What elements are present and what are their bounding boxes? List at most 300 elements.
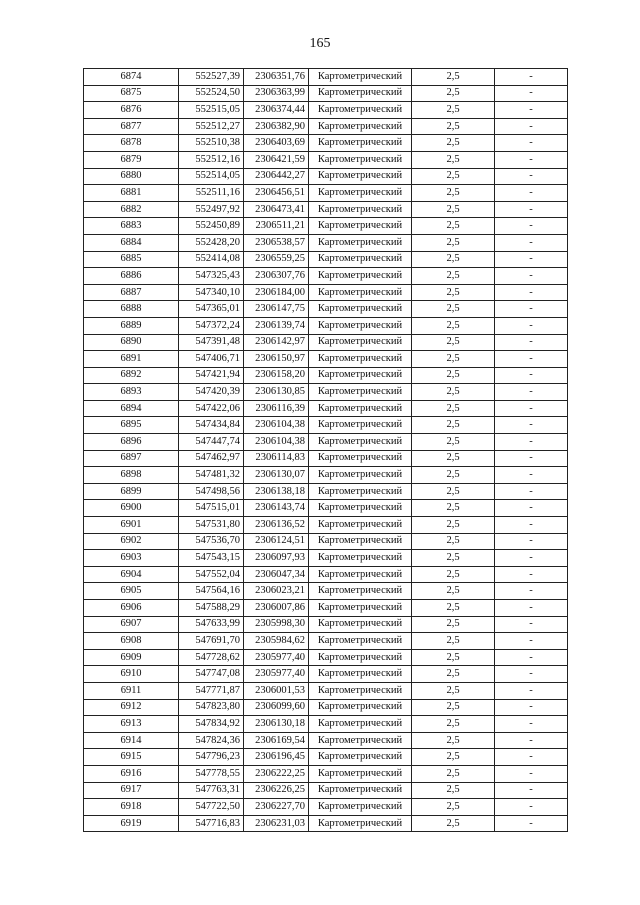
description-cell: - [495, 550, 568, 567]
x-coordinate-cell: 552414,08 [179, 251, 244, 268]
method-cell: Картометрический [309, 135, 412, 152]
y-coordinate-cell: 2306124,51 [244, 533, 309, 550]
table-row [84, 616, 568, 633]
x-coordinate-cell: 547543,15 [179, 550, 244, 567]
y-coordinate-cell: 2305998,30 [244, 616, 309, 633]
table-row [84, 151, 568, 168]
precision-cell: 2,5 [412, 168, 495, 185]
point-number-cell: 6919 [84, 815, 179, 832]
precision-cell: 2,5 [412, 517, 495, 534]
x-coordinate-cell: 547824,36 [179, 732, 244, 749]
method-cell: Картометрический [309, 483, 412, 500]
point-number-cell: 6910 [84, 666, 179, 683]
table-row [84, 583, 568, 600]
description-cell: - [495, 301, 568, 318]
y-coordinate-cell: 2306114,83 [244, 450, 309, 467]
precision-cell: 2,5 [412, 301, 495, 318]
precision-cell: 2,5 [412, 467, 495, 484]
y-coordinate-cell: 2306130,07 [244, 467, 309, 484]
point-number-cell: 6917 [84, 782, 179, 799]
table-row [84, 102, 568, 119]
point-number-cell: 6916 [84, 765, 179, 782]
table-row [84, 732, 568, 749]
description-cell: - [495, 600, 568, 617]
x-coordinate-cell: 552512,16 [179, 151, 244, 168]
description-cell: - [495, 666, 568, 683]
description-cell: - [495, 583, 568, 600]
description-cell: - [495, 483, 568, 500]
table-row [84, 85, 568, 102]
x-coordinate-cell: 547462,97 [179, 450, 244, 467]
method-cell: Картометрический [309, 85, 412, 102]
method-cell: Картометрический [309, 367, 412, 384]
point-number-cell: 6914 [84, 732, 179, 749]
precision-cell: 2,5 [412, 500, 495, 517]
table-row [84, 434, 568, 451]
description-cell: - [495, 234, 568, 251]
precision-cell: 2,5 [412, 284, 495, 301]
x-coordinate-cell: 547481,32 [179, 467, 244, 484]
y-coordinate-cell: 2306307,76 [244, 268, 309, 285]
precision-cell: 2,5 [412, 384, 495, 401]
table-row [84, 682, 568, 699]
method-cell: Картометрический [309, 815, 412, 832]
point-number-cell: 6905 [84, 583, 179, 600]
point-number-cell: 6900 [84, 500, 179, 517]
y-coordinate-cell: 2306130,85 [244, 384, 309, 401]
y-coordinate-cell: 2306456,51 [244, 185, 309, 202]
y-coordinate-cell: 2305977,40 [244, 649, 309, 666]
y-coordinate-cell: 2306196,45 [244, 749, 309, 766]
y-coordinate-cell: 2306382,90 [244, 118, 309, 135]
point-number-cell: 6898 [84, 467, 179, 484]
x-coordinate-cell: 547340,10 [179, 284, 244, 301]
precision-cell: 2,5 [412, 633, 495, 650]
table-row [84, 699, 568, 716]
point-number-cell: 6899 [84, 483, 179, 500]
precision-cell: 2,5 [412, 135, 495, 152]
table-row [84, 500, 568, 517]
y-coordinate-cell: 2306169,54 [244, 732, 309, 749]
y-coordinate-cell: 2305984,62 [244, 633, 309, 650]
method-cell: Картометрический [309, 616, 412, 633]
y-coordinate-cell: 2305977,40 [244, 666, 309, 683]
precision-cell: 2,5 [412, 799, 495, 816]
y-coordinate-cell: 2306007,86 [244, 600, 309, 617]
x-coordinate-cell: 547778,55 [179, 765, 244, 782]
method-cell: Картометрический [309, 268, 412, 285]
precision-cell: 2,5 [412, 566, 495, 583]
point-number-cell: 6885 [84, 251, 179, 268]
precision-cell: 2,5 [412, 815, 495, 832]
method-cell: Картометрический [309, 682, 412, 699]
table-row [84, 268, 568, 285]
method-cell: Картометрический [309, 151, 412, 168]
description-cell: - [495, 699, 568, 716]
description-cell: - [495, 168, 568, 185]
precision-cell: 2,5 [412, 334, 495, 351]
precision-cell: 2,5 [412, 185, 495, 202]
method-cell: Картометрический [309, 69, 412, 86]
description-cell: - [495, 450, 568, 467]
y-coordinate-cell: 2306227,70 [244, 799, 309, 816]
description-cell: - [495, 201, 568, 218]
precision-cell: 2,5 [412, 69, 495, 86]
description-cell: - [495, 732, 568, 749]
description-cell: - [495, 218, 568, 235]
y-coordinate-cell: 2306442,27 [244, 168, 309, 185]
method-cell: Картометрический [309, 467, 412, 484]
table-row [84, 218, 568, 235]
table-row [84, 666, 568, 683]
precision-cell: 2,5 [412, 716, 495, 733]
description-cell: - [495, 268, 568, 285]
x-coordinate-cell: 547716,83 [179, 815, 244, 832]
y-coordinate-cell: 2306511,21 [244, 218, 309, 235]
description-cell: - [495, 185, 568, 202]
y-coordinate-cell: 2306099,60 [244, 699, 309, 716]
point-number-cell: 6906 [84, 600, 179, 617]
y-coordinate-cell: 2306231,03 [244, 815, 309, 832]
point-number-cell: 6879 [84, 151, 179, 168]
point-number-cell: 6918 [84, 799, 179, 816]
x-coordinate-cell: 547834,92 [179, 716, 244, 733]
table-row [84, 815, 568, 832]
precision-cell: 2,5 [412, 268, 495, 285]
y-coordinate-cell: 2306130,18 [244, 716, 309, 733]
point-number-cell: 6886 [84, 268, 179, 285]
description-cell: - [495, 135, 568, 152]
precision-cell: 2,5 [412, 583, 495, 600]
page-number: 165 [309, 36, 331, 51]
table-row [84, 716, 568, 733]
description-cell: - [495, 633, 568, 650]
description-cell: - [495, 467, 568, 484]
x-coordinate-cell: 547564,16 [179, 583, 244, 600]
y-coordinate-cell: 2306047,34 [244, 566, 309, 583]
x-coordinate-cell: 552527,39 [179, 69, 244, 86]
table-row [84, 400, 568, 417]
table-row [84, 450, 568, 467]
x-coordinate-cell: 547552,04 [179, 566, 244, 583]
method-cell: Картометрический [309, 799, 412, 816]
y-coordinate-cell: 2306150,97 [244, 351, 309, 368]
method-cell: Картометрический [309, 732, 412, 749]
method-cell: Картометрический [309, 334, 412, 351]
point-number-cell: 6907 [84, 616, 179, 633]
precision-cell: 2,5 [412, 118, 495, 135]
precision-cell: 2,5 [412, 151, 495, 168]
table-row [84, 251, 568, 268]
description-cell: - [495, 716, 568, 733]
method-cell: Картометрический [309, 168, 412, 185]
point-number-cell: 6911 [84, 682, 179, 699]
y-coordinate-cell: 2306001,53 [244, 682, 309, 699]
point-number-cell: 6895 [84, 417, 179, 434]
table-row [84, 533, 568, 550]
x-coordinate-cell: 552511,16 [179, 185, 244, 202]
precision-cell: 2,5 [412, 234, 495, 251]
description-cell: - [495, 384, 568, 401]
precision-cell: 2,5 [412, 749, 495, 766]
precision-cell: 2,5 [412, 616, 495, 633]
method-cell: Картометрический [309, 500, 412, 517]
y-coordinate-cell: 2306538,57 [244, 234, 309, 251]
x-coordinate-cell: 547434,84 [179, 417, 244, 434]
method-cell: Картометрический [309, 450, 412, 467]
method-cell: Картометрический [309, 699, 412, 716]
x-coordinate-cell: 552450,89 [179, 218, 244, 235]
y-coordinate-cell: 2306136,52 [244, 517, 309, 534]
table-row [84, 234, 568, 251]
description-cell: - [495, 799, 568, 816]
table-row [84, 649, 568, 666]
description-cell: - [495, 367, 568, 384]
x-coordinate-cell: 547498,56 [179, 483, 244, 500]
table-row [84, 168, 568, 185]
x-coordinate-cell: 547406,71 [179, 351, 244, 368]
table-row [84, 765, 568, 782]
point-number-cell: 6903 [84, 550, 179, 567]
point-number-cell: 6893 [84, 384, 179, 401]
x-coordinate-cell: 547691,70 [179, 633, 244, 650]
point-number-cell: 6887 [84, 284, 179, 301]
description-cell: - [495, 782, 568, 799]
y-coordinate-cell: 2306116,39 [244, 400, 309, 417]
precision-cell: 2,5 [412, 351, 495, 368]
point-number-cell: 6897 [84, 450, 179, 467]
method-cell: Картометрический [309, 666, 412, 683]
x-coordinate-cell: 547422,06 [179, 400, 244, 417]
x-coordinate-cell: 547420,39 [179, 384, 244, 401]
precision-cell: 2,5 [412, 367, 495, 384]
table-row [84, 317, 568, 334]
table-row [84, 118, 568, 135]
precision-cell: 2,5 [412, 450, 495, 467]
description-cell: - [495, 251, 568, 268]
table-row [84, 749, 568, 766]
x-coordinate-cell: 547421,94 [179, 367, 244, 384]
point-number-cell: 6881 [84, 185, 179, 202]
x-coordinate-cell: 547372,24 [179, 317, 244, 334]
point-number-cell: 6901 [84, 517, 179, 534]
y-coordinate-cell: 2306138,18 [244, 483, 309, 500]
precision-cell: 2,5 [412, 732, 495, 749]
x-coordinate-cell: 547365,01 [179, 301, 244, 318]
x-coordinate-cell: 547536,70 [179, 533, 244, 550]
y-coordinate-cell: 2306097,93 [244, 550, 309, 567]
y-coordinate-cell: 2306222,25 [244, 765, 309, 782]
x-coordinate-cell: 552428,20 [179, 234, 244, 251]
point-number-cell: 6882 [84, 201, 179, 218]
y-coordinate-cell: 2306351,76 [244, 69, 309, 86]
table-row [84, 201, 568, 218]
precision-cell: 2,5 [412, 434, 495, 451]
method-cell: Картометрический [309, 218, 412, 235]
precision-cell: 2,5 [412, 102, 495, 119]
x-coordinate-cell: 547391,48 [179, 334, 244, 351]
precision-cell: 2,5 [412, 483, 495, 500]
x-coordinate-cell: 547728,62 [179, 649, 244, 666]
description-cell: - [495, 533, 568, 550]
method-cell: Картометрический [309, 566, 412, 583]
point-number-cell: 6889 [84, 317, 179, 334]
precision-cell: 2,5 [412, 666, 495, 683]
point-number-cell: 6891 [84, 351, 179, 368]
precision-cell: 2,5 [412, 85, 495, 102]
description-cell: - [495, 417, 568, 434]
description-cell: - [495, 351, 568, 368]
description-cell: - [495, 815, 568, 832]
point-number-cell: 6912 [84, 699, 179, 716]
method-cell: Картометрический [309, 118, 412, 135]
description-cell: - [495, 151, 568, 168]
method-cell: Картометрический [309, 234, 412, 251]
point-number-cell: 6904 [84, 566, 179, 583]
method-cell: Картометрический [309, 583, 412, 600]
x-coordinate-cell: 547771,87 [179, 682, 244, 699]
x-coordinate-cell: 547531,80 [179, 517, 244, 534]
x-coordinate-cell: 547447,74 [179, 434, 244, 451]
x-coordinate-cell: 547633,99 [179, 616, 244, 633]
method-cell: Картометрический [309, 550, 412, 567]
description-cell: - [495, 649, 568, 666]
method-cell: Картометрический [309, 533, 412, 550]
x-coordinate-cell: 552497,92 [179, 201, 244, 218]
description-cell: - [495, 334, 568, 351]
point-number-cell: 6874 [84, 69, 179, 86]
table-row [84, 185, 568, 202]
y-coordinate-cell: 2306403,69 [244, 135, 309, 152]
point-number-cell: 6913 [84, 716, 179, 733]
y-coordinate-cell: 2306374,44 [244, 102, 309, 119]
method-cell: Картометрический [309, 185, 412, 202]
method-cell: Картометрический [309, 102, 412, 119]
method-cell: Картометрический [309, 251, 412, 268]
precision-cell: 2,5 [412, 251, 495, 268]
method-cell: Картометрический [309, 284, 412, 301]
x-coordinate-cell: 547747,08 [179, 666, 244, 683]
point-number-cell: 6896 [84, 434, 179, 451]
y-coordinate-cell: 2306226,25 [244, 782, 309, 799]
method-cell: Картометрический [309, 434, 412, 451]
description-cell: - [495, 317, 568, 334]
table-row [84, 384, 568, 401]
x-coordinate-cell: 547823,80 [179, 699, 244, 716]
description-cell: - [495, 749, 568, 766]
precision-cell: 2,5 [412, 201, 495, 218]
precision-cell: 2,5 [412, 649, 495, 666]
table-row [84, 467, 568, 484]
x-coordinate-cell: 552515,05 [179, 102, 244, 119]
table-row [84, 799, 568, 816]
precision-cell: 2,5 [412, 765, 495, 782]
method-cell: Картометрический [309, 633, 412, 650]
precision-cell: 2,5 [412, 550, 495, 567]
coordinates-table-body [84, 69, 568, 832]
description-cell: - [495, 118, 568, 135]
description-cell: - [495, 616, 568, 633]
method-cell: Картометрический [309, 201, 412, 218]
precision-cell: 2,5 [412, 317, 495, 334]
y-coordinate-cell: 2306142,97 [244, 334, 309, 351]
point-number-cell: 6877 [84, 118, 179, 135]
coordinates-table [83, 68, 568, 832]
y-coordinate-cell: 2306023,21 [244, 583, 309, 600]
x-coordinate-cell: 547588,29 [179, 600, 244, 617]
table-row [84, 633, 568, 650]
description-cell: - [495, 102, 568, 119]
precision-cell: 2,5 [412, 400, 495, 417]
description-cell: - [495, 69, 568, 86]
table-row [84, 351, 568, 368]
x-coordinate-cell: 547796,23 [179, 749, 244, 766]
precision-cell: 2,5 [412, 682, 495, 699]
description-cell: - [495, 765, 568, 782]
y-coordinate-cell: 2306184,00 [244, 284, 309, 301]
description-cell: - [495, 284, 568, 301]
description-cell: - [495, 682, 568, 699]
precision-cell: 2,5 [412, 218, 495, 235]
method-cell: Картометрический [309, 317, 412, 334]
precision-cell: 2,5 [412, 600, 495, 617]
point-number-cell: 6892 [84, 367, 179, 384]
point-number-cell: 6908 [84, 633, 179, 650]
x-coordinate-cell: 547763,31 [179, 782, 244, 799]
description-cell: - [495, 517, 568, 534]
point-number-cell: 6890 [84, 334, 179, 351]
method-cell: Картометрический [309, 301, 412, 318]
x-coordinate-cell: 552524,50 [179, 85, 244, 102]
point-number-cell: 6902 [84, 533, 179, 550]
point-number-cell: 6876 [84, 102, 179, 119]
table-row [84, 550, 568, 567]
description-cell: - [495, 500, 568, 517]
point-number-cell: 6883 [84, 218, 179, 235]
table-row [84, 367, 568, 384]
table-row [84, 782, 568, 799]
x-coordinate-cell: 547515,01 [179, 500, 244, 517]
precision-cell: 2,5 [412, 533, 495, 550]
table-row [84, 284, 568, 301]
method-cell: Картометрический [309, 782, 412, 799]
method-cell: Картометрический [309, 716, 412, 733]
point-number-cell: 6894 [84, 400, 179, 417]
description-cell: - [495, 566, 568, 583]
table-row [84, 301, 568, 318]
y-coordinate-cell: 2306104,38 [244, 434, 309, 451]
table-row [84, 517, 568, 534]
method-cell: Картометрический [309, 517, 412, 534]
point-number-cell: 6888 [84, 301, 179, 318]
y-coordinate-cell: 2306147,75 [244, 301, 309, 318]
x-coordinate-cell: 552510,38 [179, 135, 244, 152]
method-cell: Картометрический [309, 600, 412, 617]
method-cell: Картометрический [309, 749, 412, 766]
method-cell: Картометрический [309, 649, 412, 666]
table-row [84, 334, 568, 351]
x-coordinate-cell: 552514,05 [179, 168, 244, 185]
table-row [84, 417, 568, 434]
y-coordinate-cell: 2306143,74 [244, 500, 309, 517]
method-cell: Картометрический [309, 417, 412, 434]
precision-cell: 2,5 [412, 699, 495, 716]
y-coordinate-cell: 2306559,25 [244, 251, 309, 268]
point-number-cell: 6909 [84, 649, 179, 666]
method-cell: Картометрический [309, 765, 412, 782]
table-row [84, 483, 568, 500]
y-coordinate-cell: 2306473,41 [244, 201, 309, 218]
